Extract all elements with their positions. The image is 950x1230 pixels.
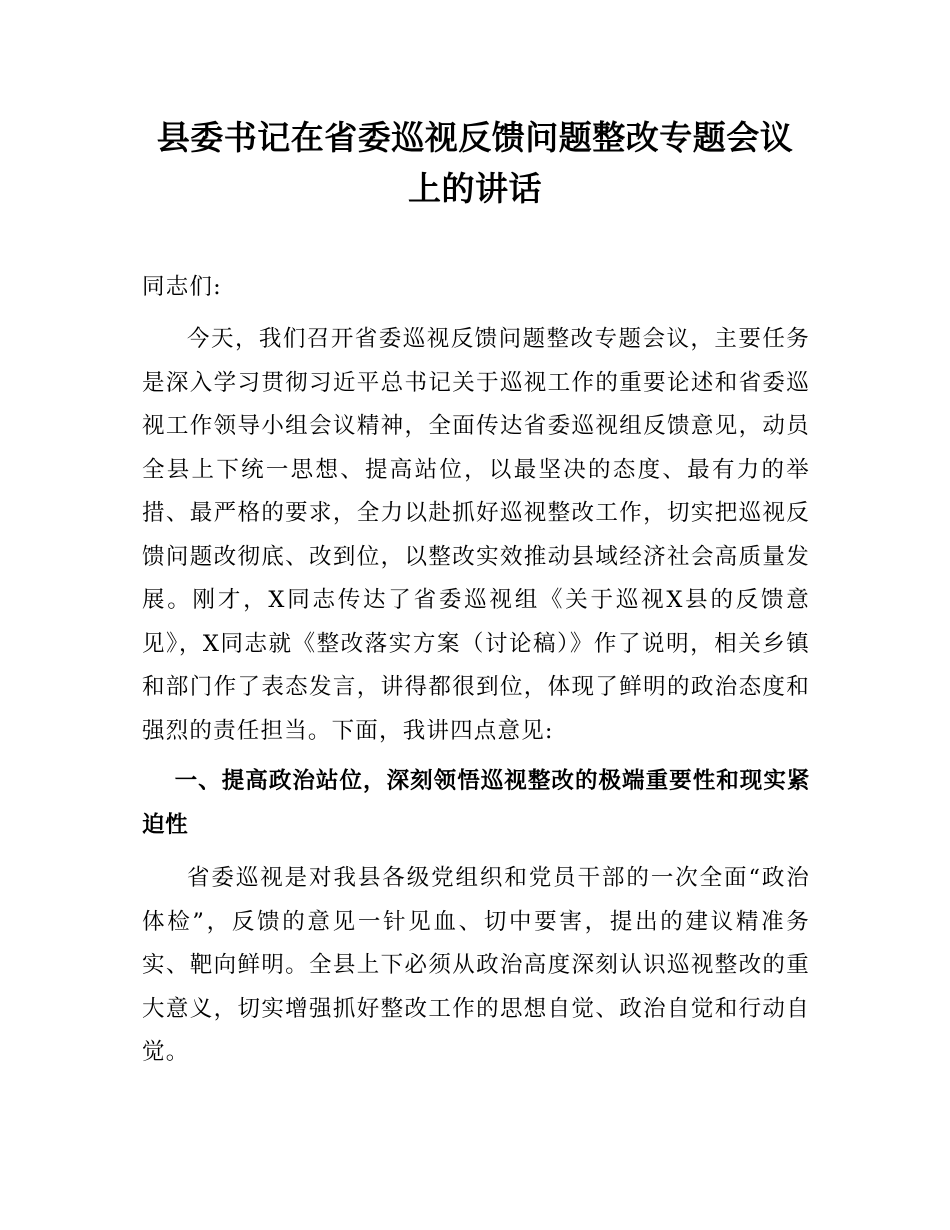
paragraph-section-1: 省委巡视是对我县各级党组织和党员干部的一次全面“政治体检”，反馈的意见一针见血、切中要害，提出的建议精准务实、靶向鲜明。全县上下必须从政治高度深刻认识巡视整改的重大意义，切实增强抓好整改工作的思想自觉、政治自觉和行动自觉。 bbox=[142, 865, 810, 1065]
paragraph-intro: 今天，我们召开省委巡视反馈问题整改专题会议，主要任务是深入学习贯彻习近平总书记关于巡视工作的重要论述和省委巡视工作领导小组会议精神，全面传达省委巡视组反馈意见，动员全县上下统一思想、提高站位，以最坚决的态度、最有力的举措、最严格的要求，全力以赴抓好巡视整改工作，切实把巡视反馈问题改彻底、改到位，以整改实效推动县域经济社会高质量发展。刚才，X同志传达了省委巡视组《关于巡视X县的反馈意见》，X同志就《整改落实方案（讨论稿）》作了说明，相关乡镇和部门作了表态发言，讲得都很到位，体现了鲜明的政治态度和强烈的责任担当。下面，我讲四点意见: bbox=[142, 326, 810, 744]
section-heading-1: 一、提高政治站位，深刻领悟巡视整改的极端重要性和现实紧迫性 bbox=[142, 768, 810, 838]
title-line-1: 县委书记在省委巡视反馈问题整改专题会议 bbox=[156, 118, 794, 157]
document-title bbox=[140, 112, 810, 214]
salutation: 同志们: bbox=[142, 274, 222, 300]
title-line-2: 上的讲话 bbox=[408, 169, 542, 208]
